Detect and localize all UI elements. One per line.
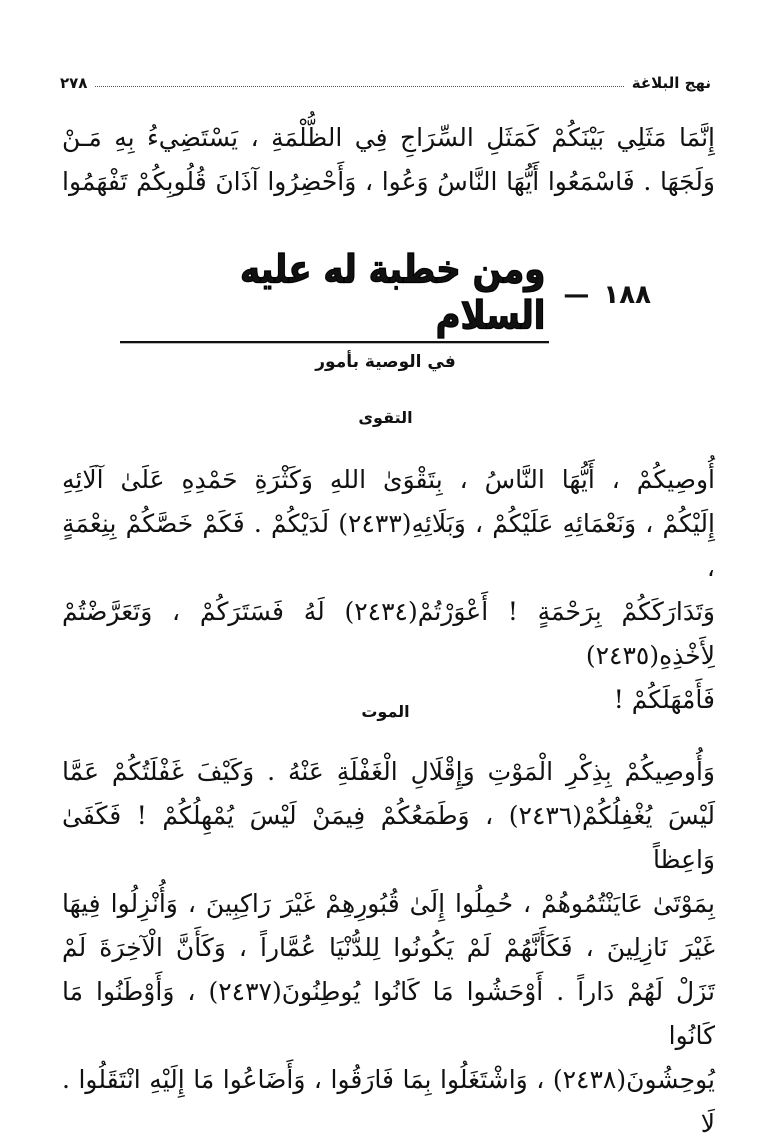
text-line: يُوحِشُونَ(٢٤٣٨) ، وَاشْتَغَلُوا بِمَا فَارَقُوا ، وَأَضَاعُوا مَا إِلَيْهِ انْتَقَلُوا . لَا	[62, 1065, 715, 1138]
running-header	[60, 72, 711, 94]
sermon-title-calligraphy: ومن خطبة له عليه السلام	[120, 247, 549, 344]
taqwa-paragraph	[62, 458, 715, 722]
book-title: نهج البلاغة	[631, 74, 711, 92]
heading-dash: —	[563, 280, 590, 310]
text-line: إِلَيْكُمْ ، وَنَعْمَائِهِ عَلَيْكُمْ ، وَبَلَائِهِ(٢٤٣٣) لَدَيْكُمْ . فَكَمْ خَصَّكُمْ بِنِعْمَةٍ ،	[62, 509, 715, 582]
text-line: وَلَجَهَا . فَاسْمَعُوا أَيُّهَا النَّاسُ وَعُوا ، وَأَحْضِرُوا آذَانَ قُلُوبِكُمْ تَفْهَمُوا	[62, 167, 715, 196]
page-number: ٢٧٨	[60, 74, 88, 92]
text-line: بِمَوْتَىٰ عَايَنْتُمُوهُمْ ، حُمِلُوا إِلَىٰ قُبُورِهِمْ غَيْرَ رَاكِبِينَ ، وَأُنْزِلُوا فِيهَا	[62, 889, 715, 918]
header-dotted-leader	[95, 86, 623, 87]
text-line: تَزَلْ لَهُمْ دَاراً . أَوْحَشُوا مَا كَانُوا يُوطِنُونَ(٢٤٣٧) ، وَأَوْطَنُوا مَا كَانُوا	[62, 977, 715, 1050]
sermon-subtitle: في الوصية بأمور	[315, 352, 456, 372]
section-heading-death: الموت	[361, 702, 410, 721]
text-line: إِنَّمَا مَثَلِي بَيْنَكُمْ كَمَثَلِ السِّرَاجِ فِي الظُّلْمَةِ ، يَسْتَضِيءُ بِهِ مَـنْ	[62, 123, 715, 152]
text-line: وَتَدَارَكَكُمْ بِرَحْمَةٍ ! أَعْوَرْتُمْ(٢٤٣٤) لَهُ فَسَتَرَكُمْ ، وَتَعَرَّضْتُمْ لِأَخْذِهِ(٢٤٣٥)	[62, 597, 715, 670]
text-line: غَيْرَ نَازِلِينَ ، فَكَأَنَّهُمْ لَمْ يَكُونُوا لِلدُّنْيَا عُمَّاراً ، وَكَأَنَّ الْآخِرَةَ لَمْ	[62, 933, 715, 962]
sermon-number: ١٨٨	[603, 280, 651, 310]
text-line: أُوصِيكُمْ ، أَيُّهَا النَّاسُ ، بِتَقْوَىٰ اللهِ وَكَثْرَةِ حَمْدِهِ عَلَىٰ آلَائِهِ	[62, 465, 715, 494]
text-line: فَأَمْهَلَكُمْ !	[613, 685, 715, 714]
text-line: وَأُوصِيكُمْ بِذِكْرِ الْمَوْتِ وَإِقْلَالِ الْغَفْلَةِ عَنْهُ . وَكَيْفَ غَفْلَتُكُمْ عَمَّا	[62, 757, 715, 786]
closing-paragraph	[62, 116, 715, 204]
section-heading-taqwa: التقوى	[358, 408, 413, 427]
text-line: لَيْسَ يُغْفِلُكُمْ(٢٤٣٦) ، وَطَمَعُكُمْ فِيمَنْ لَيْسَ يُمْهِلُكُمْ ! فَكَفَىٰ وَاعِظاً	[62, 801, 715, 874]
sermon-heading	[120, 246, 651, 339]
death-paragraph	[62, 750, 715, 1146]
